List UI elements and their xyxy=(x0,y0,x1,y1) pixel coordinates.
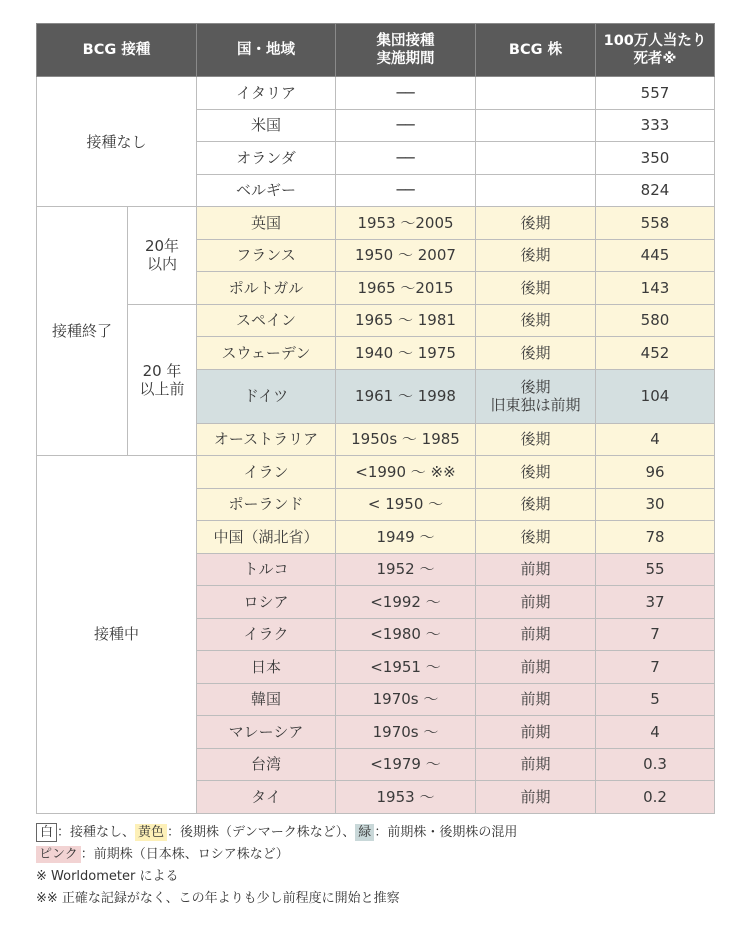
legend-line-2 xyxy=(36,844,517,866)
period-cell: ── xyxy=(336,174,476,207)
deaths-cell: 55 xyxy=(596,553,715,586)
deaths-cell: 558 xyxy=(596,207,715,240)
deaths-cell: 557 xyxy=(596,77,715,110)
country-cell: イラク xyxy=(197,618,336,651)
header-country: 国・地域 xyxy=(197,24,336,77)
period-cell: 1952 〜 xyxy=(336,553,476,586)
country-cell: トルコ xyxy=(197,553,336,586)
country-cell: ベルギー xyxy=(197,174,336,207)
period-cell: 1949 〜 xyxy=(336,521,476,554)
strain-cell: 後期 xyxy=(476,521,596,554)
strain-cell: 前期 xyxy=(476,748,596,781)
country-cell: 米国 xyxy=(197,109,336,142)
country-cell: ポーランド xyxy=(197,488,336,521)
header-period-line2: 実施期間 xyxy=(376,51,435,67)
legend-yellow-text: ：後期株（デンマーク株など）、 xyxy=(167,825,356,840)
strain-cell: 後期 旧東独は前期 xyxy=(476,369,596,423)
period-cell: ── xyxy=(336,142,476,175)
country-cell: スペイン xyxy=(197,304,336,337)
country-cell: ポルトガル xyxy=(197,272,336,305)
period-cell: <1979 〜 xyxy=(336,748,476,781)
period-cell: <1980 〜 xyxy=(336,618,476,651)
period-cell: 1970s 〜 xyxy=(336,683,476,716)
strain-cell: 後期 xyxy=(476,488,596,521)
period-cell: <1951 〜 xyxy=(336,651,476,684)
header-period-line1: 集団接種 xyxy=(376,33,435,49)
deaths-cell: 580 xyxy=(596,304,715,337)
country-cell: 中国（湖北省） xyxy=(197,521,336,554)
legend-white-text: ：接種なし、 xyxy=(57,825,136,840)
table-row xyxy=(37,456,715,489)
strain-cell: 後期 xyxy=(476,272,596,305)
period-cell: < 1950 〜 xyxy=(336,488,476,521)
strain-cell: 前期 xyxy=(476,651,596,684)
strain-cell: 後期 xyxy=(476,456,596,489)
table-row xyxy=(37,304,715,337)
group-over-20-years: 20 年 以上前 xyxy=(128,304,197,456)
country-cell: 台湾 xyxy=(197,748,336,781)
country-cell: 日本 xyxy=(197,651,336,684)
deaths-cell: 445 xyxy=(596,239,715,272)
deaths-cell: 5 xyxy=(596,683,715,716)
country-cell: スウェーデン xyxy=(197,337,336,370)
country-cell: イラン xyxy=(197,456,336,489)
legend-pink-text: ：前期株（日本株、ロシア株など） xyxy=(80,847,289,862)
strain-cell: 後期 xyxy=(476,304,596,337)
country-cell: イタリア xyxy=(197,77,336,110)
country-cell: マレーシア xyxy=(197,716,336,749)
period-cell: 1965 〜2015 xyxy=(336,272,476,305)
country-cell: フランス xyxy=(197,239,336,272)
country-cell: 韓国 xyxy=(197,683,336,716)
deaths-cell: 7 xyxy=(596,651,715,684)
country-cell: 英国 xyxy=(197,207,336,240)
legend-pink-swatch: ピンク xyxy=(36,846,81,863)
country-cell: タイ xyxy=(197,781,336,814)
legend-green-swatch: 緑 xyxy=(355,824,374,841)
table-row xyxy=(37,207,715,240)
legend-yellow-swatch: 黄色 xyxy=(135,824,167,841)
period-cell: ── xyxy=(336,109,476,142)
deaths-cell: 350 xyxy=(596,142,715,175)
table-row xyxy=(37,77,715,110)
period-cell: <1992 〜 xyxy=(336,586,476,619)
deaths-cell: 104 xyxy=(596,369,715,423)
deaths-cell: 143 xyxy=(596,272,715,305)
group-within-20-years: 20年 以内 xyxy=(128,207,197,305)
period-cell: 1950s 〜 1985 xyxy=(336,423,476,456)
deaths-cell: 37 xyxy=(596,586,715,619)
header-row xyxy=(37,24,715,77)
deaths-cell: 78 xyxy=(596,521,715,554)
strain-cell xyxy=(476,77,596,110)
strain-cell: 前期 xyxy=(476,716,596,749)
legend-green-text: ：前期株・後期株の混用 xyxy=(374,825,518,840)
legend-line-1 xyxy=(36,822,517,844)
footnote-1: ※ Worldometer による xyxy=(36,869,179,884)
footnote-2: ※※ 正確な記録がなく、この年よりも少し前程度に開始と推察 xyxy=(36,891,400,906)
deaths-cell: 30 xyxy=(596,488,715,521)
deaths-cell: 96 xyxy=(596,456,715,489)
country-cell: オーストラリア xyxy=(197,423,336,456)
strain-cell: 前期 xyxy=(476,586,596,619)
period-cell: 1940 〜 1975 xyxy=(336,337,476,370)
strain-cell: 後期 xyxy=(476,337,596,370)
country-cell: オランダ xyxy=(197,142,336,175)
deaths-cell: 0.3 xyxy=(596,748,715,781)
deaths-cell: 4 xyxy=(596,423,715,456)
strain-cell xyxy=(476,142,596,175)
group-none: 接種なし xyxy=(37,77,197,207)
header-deaths xyxy=(596,24,715,77)
header-strain: BCG 株 xyxy=(476,24,596,77)
group-ongoing: 接種中 xyxy=(37,456,197,814)
header-period xyxy=(336,24,476,77)
deaths-cell: 333 xyxy=(596,109,715,142)
strain-cell xyxy=(476,174,596,207)
period-cell: 1950 〜 2007 xyxy=(336,239,476,272)
deaths-cell: 0.2 xyxy=(596,781,715,814)
legend-white-swatch: 白 xyxy=(36,823,57,842)
period-cell: 1953 〜2005 xyxy=(336,207,476,240)
period-cell: 1953 〜 xyxy=(336,781,476,814)
period-cell: 1965 〜 1981 xyxy=(336,304,476,337)
strain-cell: 前期 xyxy=(476,781,596,814)
strain-cell: 後期 xyxy=(476,423,596,456)
strain-cell xyxy=(476,109,596,142)
strain-cell: 前期 xyxy=(476,553,596,586)
header-deaths-line2: 死者※ xyxy=(633,51,677,67)
country-cell: ロシア xyxy=(197,586,336,619)
legend xyxy=(36,822,517,910)
strain-cell: 前期 xyxy=(476,618,596,651)
country-cell: ドイツ xyxy=(197,369,336,423)
group-ended: 接種終了 xyxy=(37,207,128,456)
strain-cell: 前期 xyxy=(476,683,596,716)
period-cell: 1970s 〜 xyxy=(336,716,476,749)
deaths-cell: 4 xyxy=(596,716,715,749)
deaths-cell: 824 xyxy=(596,174,715,207)
period-cell: <1990 〜 ※※ xyxy=(336,456,476,489)
strain-cell: 後期 xyxy=(476,207,596,240)
strain-cell: 後期 xyxy=(476,239,596,272)
deaths-cell: 7 xyxy=(596,618,715,651)
period-cell: 1961 〜 1998 xyxy=(336,369,476,423)
deaths-cell: 452 xyxy=(596,337,715,370)
header-deaths-line1: 100万人当たり xyxy=(603,33,707,49)
header-bcg: BCG 接種 xyxy=(37,24,197,77)
period-cell: ── xyxy=(336,77,476,110)
bcg-table xyxy=(36,23,715,814)
